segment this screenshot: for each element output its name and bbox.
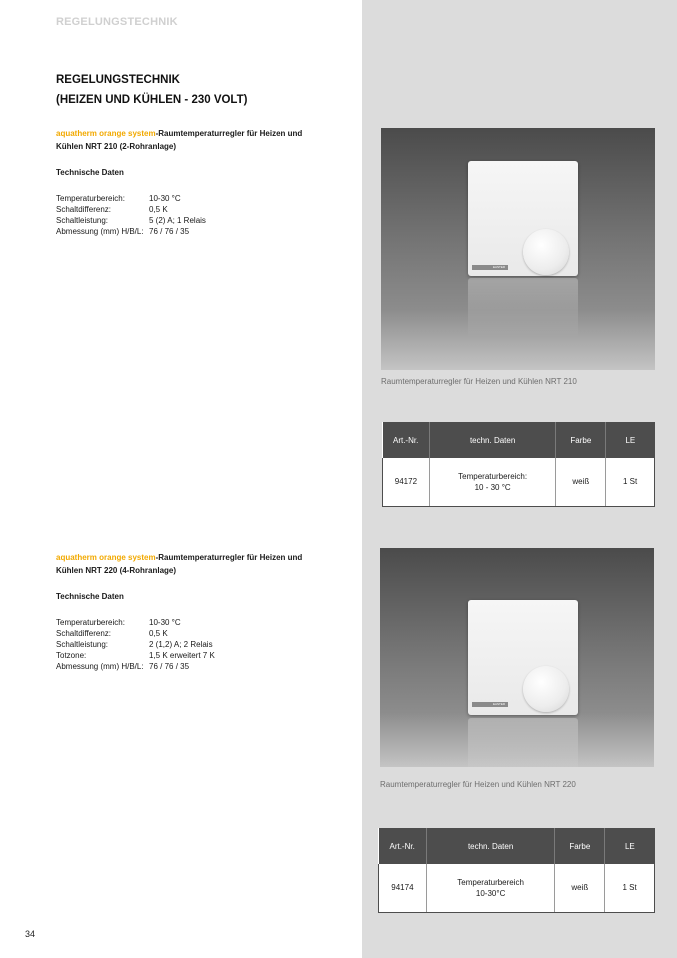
spec-row [56, 628, 215, 639]
section-title-line1: REGELUNGSTECHNIK [56, 74, 180, 86]
spec-row [56, 215, 206, 226]
spec-row [56, 650, 215, 661]
spec-key: Schaltdifferenz: [56, 205, 111, 214]
article-table-nrt210 [382, 422, 655, 507]
col-farbe: Farbe [555, 828, 605, 864]
thermostat-knob [523, 666, 569, 712]
col-le: LE [606, 422, 655, 458]
product-heading [56, 128, 346, 153]
article-table-nrt220 [378, 828, 655, 913]
col-art-nr: Art.-Nr. [383, 422, 430, 458]
heading-rest: -Raumtemperaturregler für Heizen und [155, 129, 303, 138]
spec-key: Totzone: [56, 651, 87, 660]
device-reflection [468, 718, 578, 767]
photo-caption-nrt220: Raumtemperaturregler für Heizen und Kühlen NRT 220 [380, 780, 576, 789]
cell-techn-daten [426, 864, 555, 912]
spec-row [56, 617, 215, 628]
spec-value: 0,5 K [149, 629, 168, 638]
cell-art-nr: 94172 [383, 458, 430, 506]
product-nrt220 [56, 552, 346, 672]
product-heading [56, 552, 346, 577]
heading-line2: Kühlen NRT 210 (2-Rohranlage) [56, 141, 177, 151]
heading-line2: Kühlen NRT 220 (4-Rohranlage) [56, 565, 177, 575]
spec-key: Abmessung (mm) H/B/L: [56, 662, 144, 671]
product-nrt210 [56, 128, 346, 237]
spec-row [56, 661, 215, 672]
heading-rest: -Raumtemperaturregler für Heizen und [155, 553, 303, 562]
daten-line2: 10-30°C [475, 888, 506, 898]
spec-value: 1,5 K erweitert 7 K [149, 651, 215, 660]
spec-key: Abmessung (mm) H/B/L: [56, 227, 144, 236]
thermostat-device [468, 600, 578, 715]
col-art-nr: Art.-Nr. [379, 828, 427, 864]
device-reflection [468, 278, 578, 338]
spec-value: 10-30 °C [149, 618, 181, 627]
spec-key: Schaltdifferenz: [56, 629, 111, 638]
spec-value: 0,5 K [149, 205, 168, 214]
device-logo: EASTER [472, 702, 508, 707]
product-photo-nrt220 [380, 548, 654, 767]
col-techn-daten: techn. Daten [429, 422, 556, 458]
spec-row [56, 639, 215, 650]
cell-art-nr: 94174 [379, 864, 427, 912]
spec-key: Schaltleistung: [56, 640, 109, 649]
daten-line1: Temperaturbereich [457, 877, 524, 887]
spec-row [56, 226, 206, 237]
technical-data-title: Technische Daten [56, 592, 124, 601]
daten-line1: Temperaturbereich: [458, 471, 528, 481]
brand-name: aquatherm orange system [56, 553, 156, 562]
technical-data-title: Technische Daten [56, 168, 124, 177]
col-techn-daten: techn. Daten [426, 828, 555, 864]
cell-techn-daten [429, 458, 556, 506]
running-header: REGELUNGSTECHNIK [56, 16, 178, 28]
col-farbe: Farbe [556, 422, 606, 458]
section-title [56, 70, 247, 110]
spec-table [56, 617, 215, 672]
spec-value: 10-30 °C [149, 194, 181, 203]
daten-line2: 10 - 30 °C [474, 482, 511, 492]
cell-le: 1 St [605, 864, 655, 912]
spec-row [56, 193, 206, 204]
product-photo-nrt210 [381, 128, 655, 370]
table-row [383, 458, 655, 506]
spec-key: Temperaturbereich: [56, 194, 125, 203]
spec-row [56, 204, 206, 215]
table-header-row [383, 422, 655, 458]
table-row [379, 864, 655, 912]
spec-value: 5 (2) A; 1 Relais [149, 216, 206, 225]
photo-caption-nrt210: Raumtemperaturregler für Heizen und Kühlen NRT 210 [381, 377, 577, 386]
table-header-row [379, 828, 655, 864]
cell-le: 1 St [606, 458, 655, 506]
spec-key: Schaltleistung: [56, 216, 109, 225]
cell-farbe: weiß [555, 864, 605, 912]
device-logo: EASTER [472, 265, 508, 270]
spec-key: Temperaturbereich: [56, 618, 125, 627]
section-title-line2: (HEIZEN UND KÜHLEN - 230 VOLT) [56, 94, 248, 106]
spec-value: 76 / 76 / 35 [149, 227, 190, 236]
thermostat-knob [523, 229, 569, 275]
spec-value: 76 / 76 / 35 [149, 662, 190, 671]
spec-table [56, 193, 206, 237]
col-le: LE [605, 828, 655, 864]
page-number: 34 [25, 929, 36, 939]
cell-farbe: weiß [556, 458, 606, 506]
spec-value: 2 (1,2) A; 2 Relais [149, 640, 213, 649]
thermostat-device [468, 161, 578, 276]
brand-name: aquatherm orange system [56, 129, 156, 138]
